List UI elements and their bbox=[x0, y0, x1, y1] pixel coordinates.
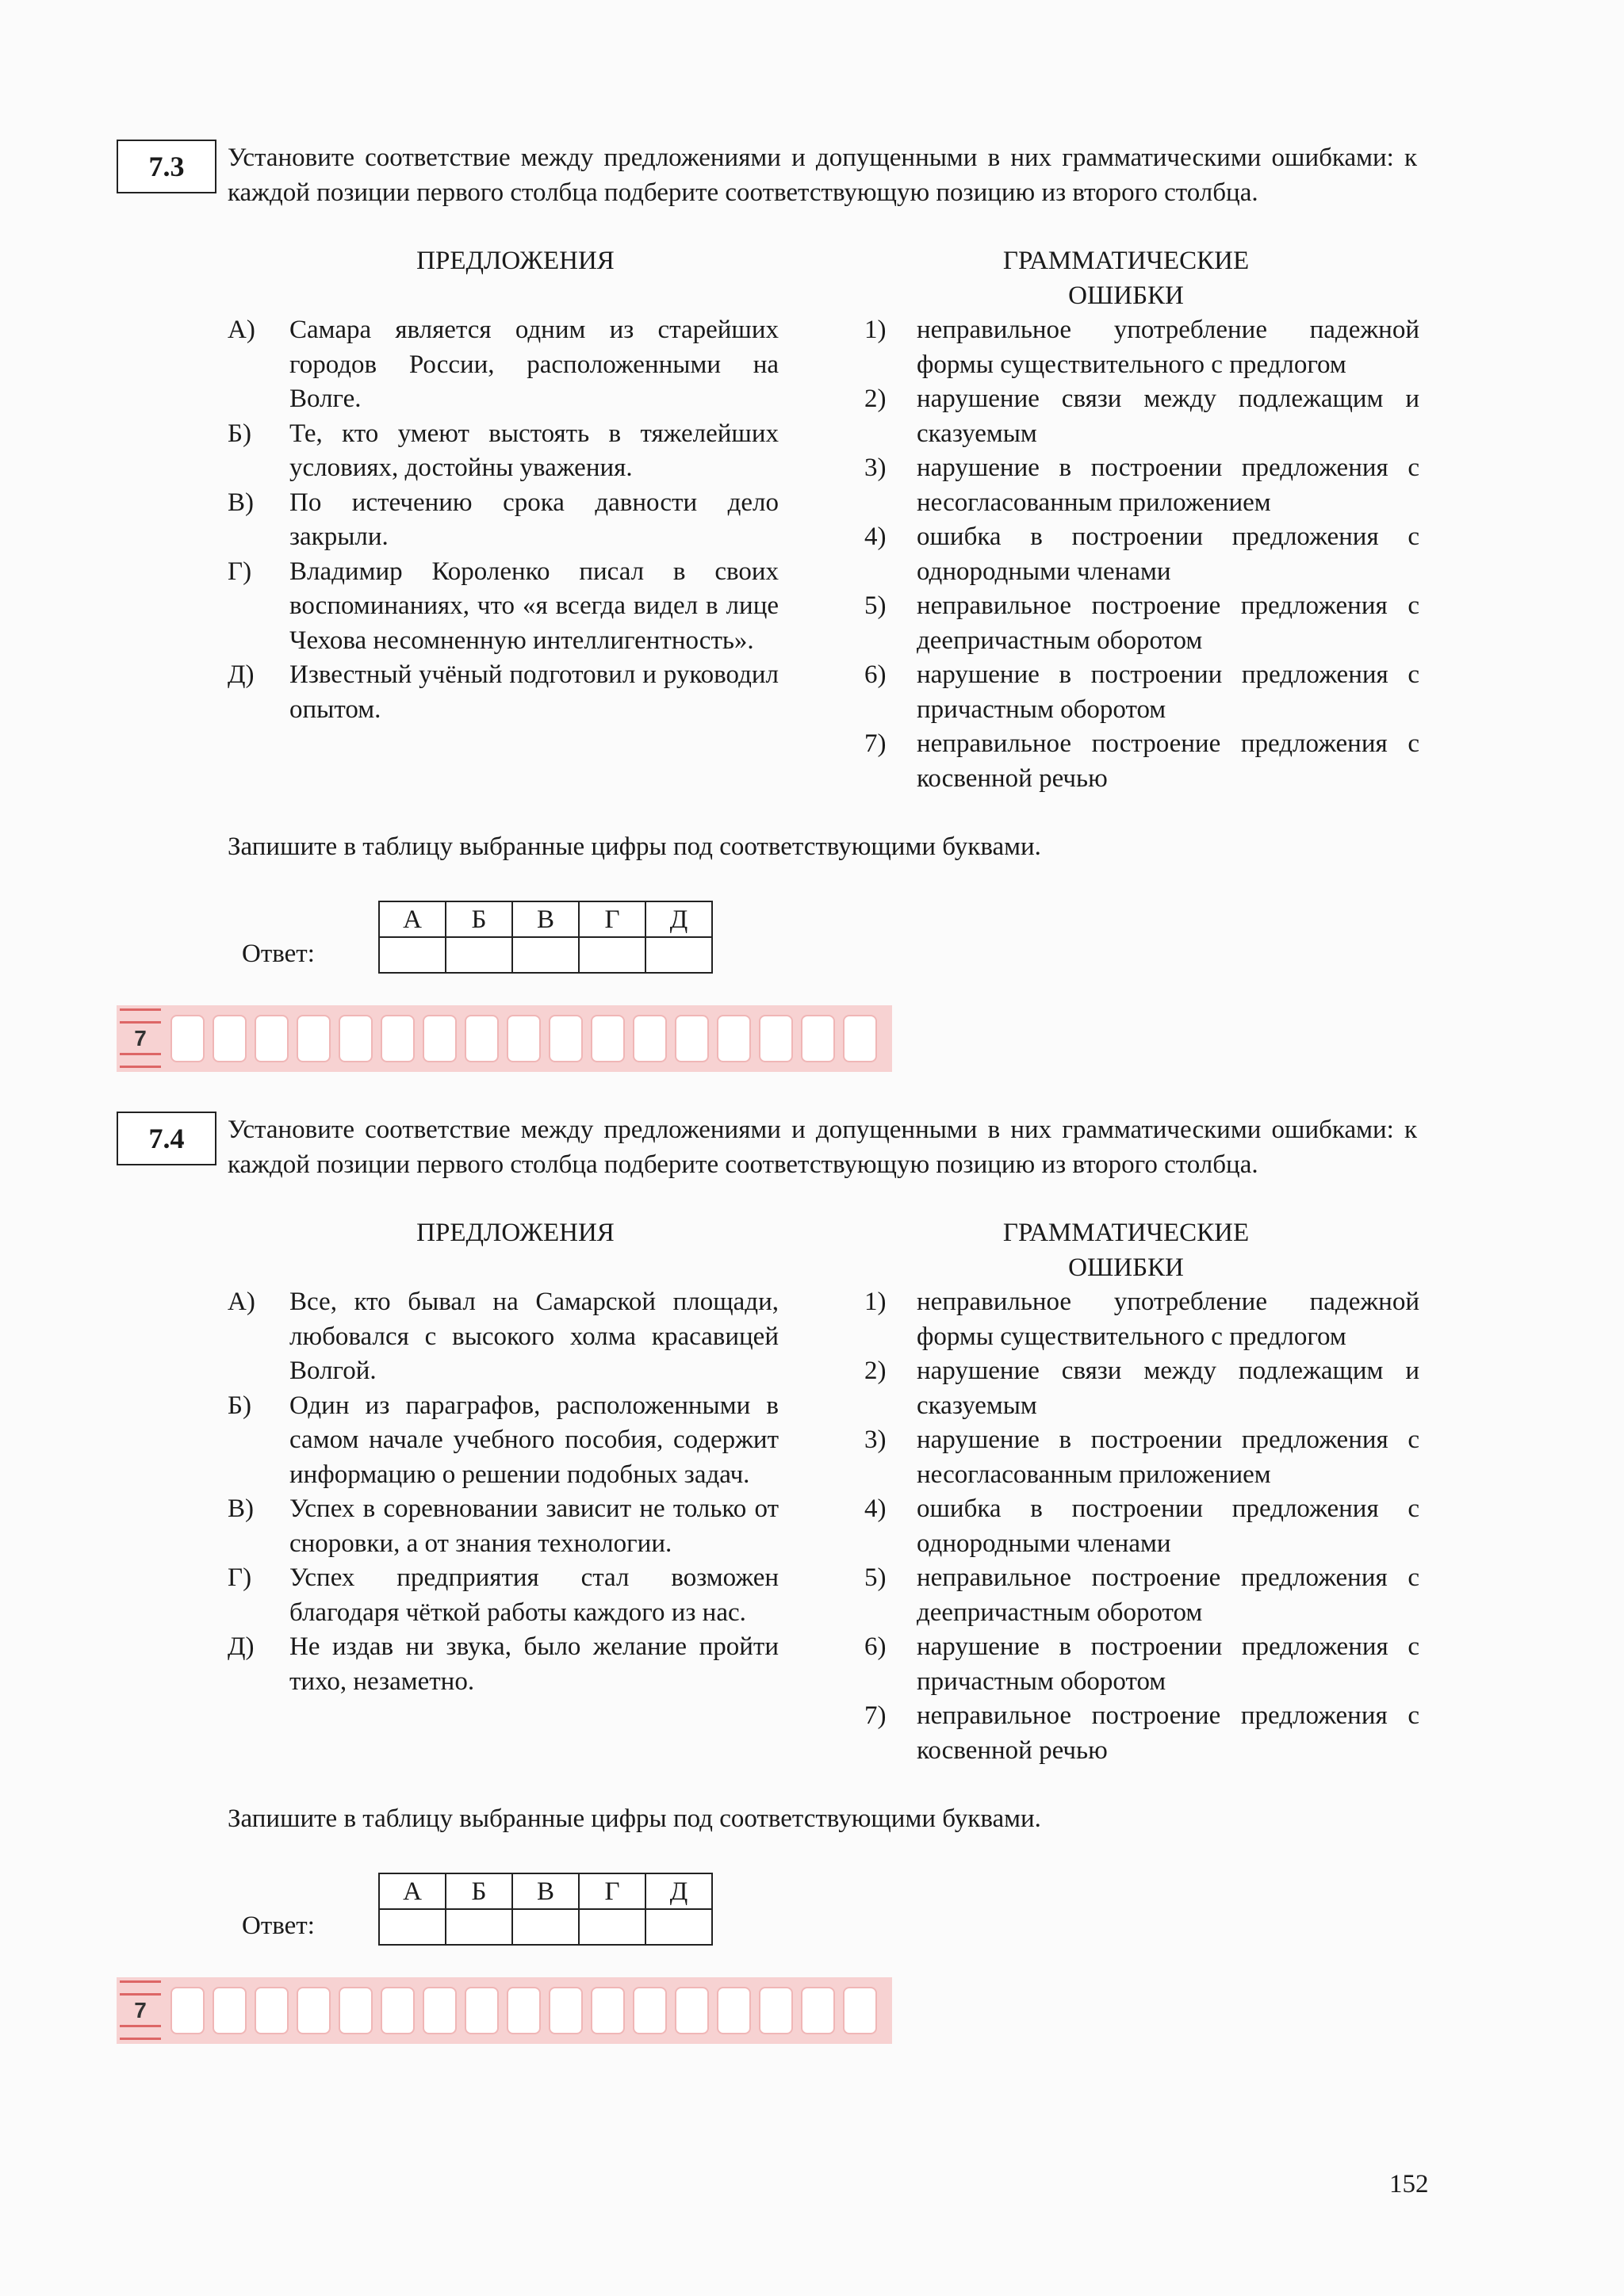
write-instruction: Запишите в таблицу выбранные цифры под соответствующими буквами. bbox=[228, 832, 1041, 861]
grid-answer-cell[interactable] bbox=[423, 1987, 457, 2034]
answer-column-b: Б bbox=[446, 1873, 512, 1909]
grid-answer-cell[interactable] bbox=[717, 1987, 751, 2034]
sentence-text: Самара является одним из старейших городов России, расположенными на Волге. bbox=[289, 316, 779, 413]
answer-column-v: В bbox=[512, 901, 579, 937]
sentence-item bbox=[228, 1389, 779, 1493]
answer-column-b: Б bbox=[446, 901, 512, 937]
task-instruction: Установите соответствие между предложениями и допущенными в них грамматическими ошибками: к каждой позиции первого столбца подберите соответствующую позицию из второго столбца. bbox=[228, 144, 1417, 207]
sentence-item bbox=[228, 658, 779, 727]
answer-cell-g[interactable] bbox=[579, 1909, 645, 1945]
errors-header bbox=[888, 244, 1364, 313]
error-label: 2) bbox=[864, 1357, 887, 1385]
grid-answer-cell[interactable] bbox=[465, 1987, 499, 2034]
errors-header-line2: ОШИБКИ bbox=[1068, 281, 1184, 310]
answer-cell-a[interactable] bbox=[379, 1909, 446, 1945]
sentence-label: Д) bbox=[228, 660, 255, 689]
sentence-label: Д) bbox=[228, 1632, 255, 1661]
grid-answer-cell[interactable] bbox=[381, 1987, 415, 2034]
task-number: 7.3 bbox=[117, 140, 216, 193]
error-text: неправильное употребление падежной формы существительного с предлогом bbox=[917, 316, 1419, 379]
error-item bbox=[864, 520, 1419, 589]
error-text: неправильное употребление падежной формы существительного с предлогом bbox=[917, 1288, 1419, 1351]
answer-table bbox=[378, 1873, 713, 1946]
error-item bbox=[864, 1630, 1419, 1699]
answer-column-a: А bbox=[379, 1873, 446, 1909]
sentence-item bbox=[228, 555, 779, 659]
errors-list bbox=[864, 313, 1419, 796]
grid-task-number: 7 bbox=[134, 1026, 147, 1050]
grid-answer-cell[interactable] bbox=[255, 1987, 289, 2034]
sentence-text: Успех предприятия стал возможен благодаря чёткой работы каждого из нас. bbox=[289, 1563, 779, 1627]
answer-table bbox=[378, 901, 713, 974]
error-item bbox=[864, 382, 1419, 451]
error-label: 4) bbox=[864, 1494, 887, 1523]
error-label: 6) bbox=[864, 1632, 887, 1661]
error-label: 5) bbox=[864, 591, 887, 620]
error-label: 7) bbox=[864, 1701, 887, 1730]
sentence-text: Один из параграфов, расположенными в самом начале учебного пособия, содержит информацию о решении подобных задач. bbox=[289, 1391, 779, 1489]
answer-header-row bbox=[379, 1873, 712, 1909]
answer-cell-b[interactable] bbox=[446, 937, 512, 973]
task-7-4 bbox=[0, 972, 1624, 2022]
error-text: нарушение связи между подлежащим и сказуемым bbox=[917, 385, 1419, 448]
answer-column-d: Д bbox=[645, 1873, 712, 1909]
error-item bbox=[864, 1423, 1419, 1492]
answer-column-a: А bbox=[379, 901, 446, 937]
error-label: 3) bbox=[864, 1425, 887, 1454]
answer-grid-strip bbox=[117, 1977, 892, 2044]
task-instruction: Установите соответствие между предложениями и допущенными в них грамматическими ошибками: к каждой позиции первого столбца подберите соответствующую позицию из второго столбца. bbox=[228, 1115, 1417, 1179]
answer-cell-v[interactable] bbox=[512, 937, 579, 973]
answer-column-v: В bbox=[512, 1873, 579, 1909]
error-label: 2) bbox=[864, 385, 887, 413]
sentence-item bbox=[228, 417, 779, 486]
sentence-text: Известный учёный подготовил и руководил опытом. bbox=[289, 660, 779, 724]
error-item bbox=[864, 451, 1419, 520]
error-text: ошибка в построении предложения с однородными членами bbox=[917, 1494, 1419, 1558]
sentence-item bbox=[228, 1561, 779, 1630]
sentence-item bbox=[228, 1630, 779, 1699]
sentence-label: В) bbox=[228, 488, 254, 517]
answer-cell-b[interactable] bbox=[446, 1909, 512, 1945]
error-text: неправильное построение предложения с деепричастным оборотом bbox=[917, 591, 1419, 655]
sentence-label: Г) bbox=[228, 1563, 252, 1592]
sentence-text: Не издав ни звука, было желание пройти тихо, незаметно. bbox=[289, 1632, 779, 1696]
grid-answer-cell[interactable] bbox=[213, 1987, 247, 2034]
error-label: 1) bbox=[864, 316, 887, 344]
grid-answer-cell[interactable] bbox=[759, 1987, 793, 2034]
task-7-3 bbox=[0, 0, 1624, 1050]
error-text: нарушение связи между подлежащим и сказуемым bbox=[917, 1357, 1419, 1420]
error-label: 3) bbox=[864, 453, 887, 482]
grid-answer-cell[interactable] bbox=[801, 1987, 835, 2034]
error-label: 7) bbox=[864, 729, 887, 758]
errors-header-line2: ОШИБКИ bbox=[1068, 1253, 1184, 1282]
error-text: ошибка в построении предложения с однородными членами bbox=[917, 522, 1419, 586]
write-instruction: Запишите в таблицу выбранные цифры под соответствующими буквами. bbox=[228, 1804, 1041, 1833]
answer-column-g: Г bbox=[579, 901, 645, 937]
error-item bbox=[864, 1285, 1419, 1354]
error-item bbox=[864, 313, 1419, 382]
sentences-header: ПРЕДЛОЖЕНИЯ bbox=[416, 247, 615, 275]
answer-input-row bbox=[379, 937, 712, 973]
error-text: нарушение в построении предложения с причастным оборотом bbox=[917, 1632, 1419, 1696]
answer-label: Ответ: bbox=[242, 939, 315, 968]
answer-header-row bbox=[379, 901, 712, 937]
error-item bbox=[864, 658, 1419, 727]
errors-header-line1: ГРАММАТИЧЕСКИЕ bbox=[1002, 1219, 1250, 1247]
answer-column-d: Д bbox=[645, 901, 712, 937]
error-label: 6) bbox=[864, 660, 887, 689]
sentence-label: Г) bbox=[228, 557, 252, 586]
answer-input-row bbox=[379, 1909, 712, 1945]
sentence-text: По истечению срока давности дело закрыли. bbox=[289, 488, 779, 551]
grid-answer-cell[interactable] bbox=[675, 1987, 709, 2034]
grid-answer-cell[interactable] bbox=[297, 1987, 331, 2034]
sentence-item bbox=[228, 1492, 779, 1561]
error-text: неправильное построение предложения с косвенной речью bbox=[917, 1701, 1419, 1765]
error-text: нарушение в построении предложения с причастным оборотом bbox=[917, 660, 1419, 724]
error-item bbox=[864, 589, 1419, 658]
sentence-label: Б) bbox=[228, 419, 251, 448]
sentence-text: Все, кто бывал на Самарской площади, любовался с высокого холма красавицей Волгой. bbox=[289, 1288, 779, 1385]
answer-label: Ответ: bbox=[242, 1911, 315, 1940]
error-item bbox=[864, 1699, 1419, 1768]
sentence-text: Те, кто умеют выстоять в тяжелейших условиях, достойны уважения. bbox=[289, 419, 779, 482]
error-text: неправильное построение предложения с деепричастным оборотом bbox=[917, 1563, 1419, 1627]
answer-cell-d[interactable] bbox=[645, 937, 712, 973]
answer-cell-a[interactable] bbox=[379, 937, 446, 973]
grid-answer-cell[interactable] bbox=[507, 1987, 541, 2034]
sentences-list bbox=[228, 1285, 779, 1699]
grid-answer-cell[interactable] bbox=[170, 1987, 205, 2034]
answer-column-g: Г bbox=[579, 1873, 645, 1909]
task-number: 7.4 bbox=[117, 1112, 216, 1165]
sentences-header: ПРЕДЛОЖЕНИЯ bbox=[416, 1219, 615, 1247]
error-item bbox=[864, 1492, 1419, 1561]
sentence-item bbox=[228, 313, 779, 417]
error-label: 4) bbox=[864, 522, 887, 551]
grid-answer-cell[interactable] bbox=[843, 1987, 877, 2034]
sentence-text: Владимир Короленко писал в своих воспоминаниях, что «я всегда видел в лице Чехова несомненную интеллигентность». bbox=[289, 557, 779, 655]
error-text: нарушение в построении предложения с несогласованным приложением bbox=[917, 453, 1419, 517]
answer-cell-d[interactable] bbox=[645, 1909, 712, 1945]
grid-answer-cell[interactable] bbox=[591, 1987, 625, 2034]
error-text: неправильное построение предложения с косвенной речью bbox=[917, 729, 1419, 793]
sentence-item bbox=[228, 486, 779, 555]
sentences-list bbox=[228, 313, 779, 727]
sentence-label: В) bbox=[228, 1494, 254, 1523]
error-label: 5) bbox=[864, 1563, 887, 1592]
sentence-text: Успех в соревновании зависит не только от сноровки, а от знания технологии. bbox=[289, 1494, 779, 1558]
error-text: нарушение в построении предложения с несогласованным приложением bbox=[917, 1425, 1419, 1489]
sentence-label: А) bbox=[228, 1288, 255, 1316]
error-label: 1) bbox=[864, 1288, 887, 1316]
grid-answer-cell[interactable] bbox=[549, 1987, 583, 2034]
error-item bbox=[864, 1561, 1419, 1630]
answer-cell-v[interactable] bbox=[512, 1909, 579, 1945]
answer-cell-g[interactable] bbox=[579, 937, 645, 973]
error-item bbox=[864, 1354, 1419, 1423]
errors-list bbox=[864, 1285, 1419, 1768]
grid-cells bbox=[170, 1987, 877, 2034]
grid-task-number: 7 bbox=[134, 1998, 147, 2022]
sentence-item bbox=[228, 1285, 779, 1389]
grid-answer-cell[interactable] bbox=[339, 1987, 373, 2034]
grid-answer-cell[interactable] bbox=[633, 1987, 667, 2034]
error-item bbox=[864, 727, 1419, 796]
errors-header bbox=[888, 1216, 1364, 1285]
errors-header-line1: ГРАММАТИЧЕСКИЕ bbox=[1002, 247, 1250, 275]
sentence-label: Б) bbox=[228, 1391, 251, 1420]
sentence-label: А) bbox=[228, 316, 255, 344]
page-number: 152 bbox=[1389, 2170, 1429, 2198]
